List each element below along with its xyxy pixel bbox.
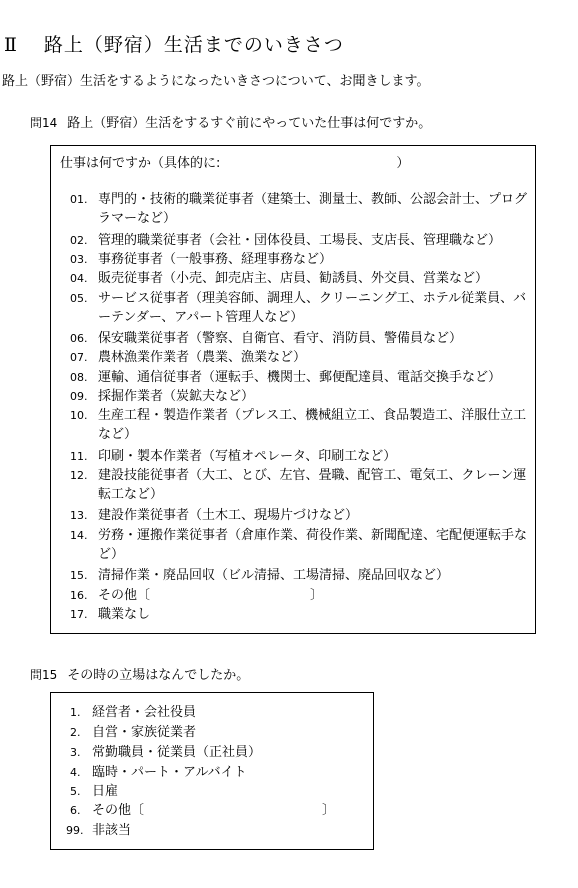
question-15 [30, 664, 249, 683]
option-number: 13. [70, 509, 88, 522]
option-number: 15. [70, 569, 88, 582]
option-label: 管理的職業従事者（会社・団体役員、工場長、支店長、管理職など） [98, 233, 502, 248]
option-label: 運輸、通信従事者（運転手、機関士、郵便配達員、電話交換手など） [98, 370, 502, 385]
option-number: 6. [70, 804, 81, 817]
option-label: 生産工程・製造作業者（プレス工、機械組立工、食品製造工、洋服仕立工など） [98, 408, 527, 442]
q15-option-5[interactable] [70, 782, 372, 801]
occupation-open-prefix: 仕事は何ですか（具体的に: [60, 156, 221, 171]
occupation-open-answer [60, 152, 409, 171]
q14-option-14[interactable] [70, 526, 534, 564]
option-number: 03. [70, 253, 88, 266]
q15-option-99[interactable] [66, 821, 372, 840]
option-number: 02. [70, 234, 88, 247]
option-label: 事務従事者（一般事務、経理事務など） [98, 252, 333, 267]
option-number: 1. [70, 706, 81, 719]
q14-option-02[interactable] [70, 231, 534, 250]
option-number: 09. [70, 390, 88, 403]
question-14-text: 路上（野宿）生活をするすぐ前にやっていた仕事は何ですか。 [67, 116, 432, 131]
q14-option-15[interactable] [70, 566, 534, 585]
q14-option-04[interactable] [70, 269, 534, 288]
question-15-number: 問15 [30, 668, 58, 682]
option-label: 採掘作業者（炭鉱夫など） [98, 389, 255, 404]
option-label: 清掃作業・廃品回収（ビル清掃、工場清掃、廃品回収など） [98, 568, 450, 583]
option-label-row [92, 801, 372, 820]
option-label: 職業なし [98, 607, 151, 622]
option-label: 建設作業従事者（土木工、現場片づけなど） [98, 508, 359, 523]
option-number: 3. [70, 746, 81, 759]
q14-option-08[interactable] [70, 368, 534, 387]
option-label: サービス従事者（理美容師、調理人、クリーニング工、ホテル従業員、バーテンダー、アパート管理人など） [98, 291, 527, 325]
option-label: 経営者・会社役員 [92, 705, 197, 720]
option-label-row [98, 586, 534, 605]
option-close-bracket: 〕 [310, 588, 324, 603]
option-label: 印刷・製本作業者（写植オペレータ、印刷工など） [98, 449, 397, 464]
option-label: その他〔 [92, 803, 145, 818]
option-number: 2. [70, 726, 81, 739]
section-title-text: 路上（野宿）生活までのいきさつ [43, 34, 344, 56]
q15-option-6[interactable] [70, 801, 372, 820]
q15-option-3[interactable] [70, 743, 372, 762]
option-number: 12. [70, 469, 88, 482]
option-label: 農林漁業作業者（農業、漁業など） [98, 350, 307, 365]
option-label: 建設技能従事者（大工、とび、左官、畳職、配管工、電気工、クレーン運転工など） [98, 468, 527, 502]
option-label: 労務・運搬作業従事者（倉庫作業、荷役作業、新聞配達、宅配便運転手など） [98, 528, 528, 562]
q14-option-11[interactable] [70, 447, 534, 466]
question-14-number: 問14 [30, 116, 58, 130]
option-number: 04. [70, 272, 88, 285]
option-number: 4. [70, 766, 81, 779]
section-number: Ⅱ [4, 34, 18, 56]
option-number: 14. [70, 529, 88, 542]
option-label: 臨時・パート・アルバイト [92, 765, 247, 780]
option-number: 01. [70, 193, 88, 206]
option-number: 5. [70, 785, 81, 798]
q14-option-16[interactable] [70, 586, 534, 605]
q14-option-06[interactable] [70, 329, 534, 348]
option-number: 06. [70, 332, 88, 345]
option-label: 日雇 [92, 784, 119, 799]
option-label: 保安職業従事者（警察、自衛官、看守、消防員、警備員など） [98, 331, 463, 346]
option-number: 08. [70, 371, 88, 384]
option-number: 17. [70, 608, 88, 621]
occupation-open-suffix: ） [396, 156, 410, 171]
q14-option-07[interactable] [70, 348, 534, 367]
section-title [4, 30, 344, 57]
option-close-bracket: 〕 [322, 803, 336, 818]
option-label: 専門的・技術的職業従事者（建築士、測量士、教師、公認会計士、プログラマーなど） [98, 192, 528, 226]
q14-option-10[interactable] [70, 406, 534, 444]
option-label: 自営・家族従業者 [92, 725, 197, 740]
q14-option-09[interactable] [70, 387, 534, 406]
option-label: 非該当 [92, 823, 132, 838]
option-number: 10. [70, 409, 88, 422]
option-number: 11. [70, 450, 88, 463]
q15-option-4[interactable] [70, 763, 372, 782]
q14-option-12[interactable] [70, 466, 534, 504]
option-label: 常勤職員・従業員（正社員） [92, 745, 262, 760]
question-15-text: その時の立場はなんでしたか。 [67, 668, 250, 683]
q14-option-05[interactable] [70, 289, 534, 327]
option-label: 販売従事者（小売、卸売店主、店員、勧誘員、外交員、営業など） [98, 271, 489, 286]
q14-option-01[interactable] [70, 190, 534, 228]
intro-text: 路上（野宿）生活をするようになったいきさつについて、お聞きします。 [2, 74, 430, 89]
q15-option-2[interactable] [70, 723, 372, 742]
q14-option-17[interactable] [70, 605, 534, 624]
option-number: 05. [70, 292, 88, 305]
option-number: 99. [66, 824, 84, 837]
option-label: その他〔 [98, 588, 151, 603]
q14-option-13[interactable] [70, 506, 534, 525]
option-number: 07. [70, 351, 88, 364]
question-14 [30, 112, 431, 131]
q15-option-1[interactable] [70, 703, 372, 722]
option-number: 16. [70, 589, 88, 602]
q14-option-03[interactable] [70, 250, 534, 269]
